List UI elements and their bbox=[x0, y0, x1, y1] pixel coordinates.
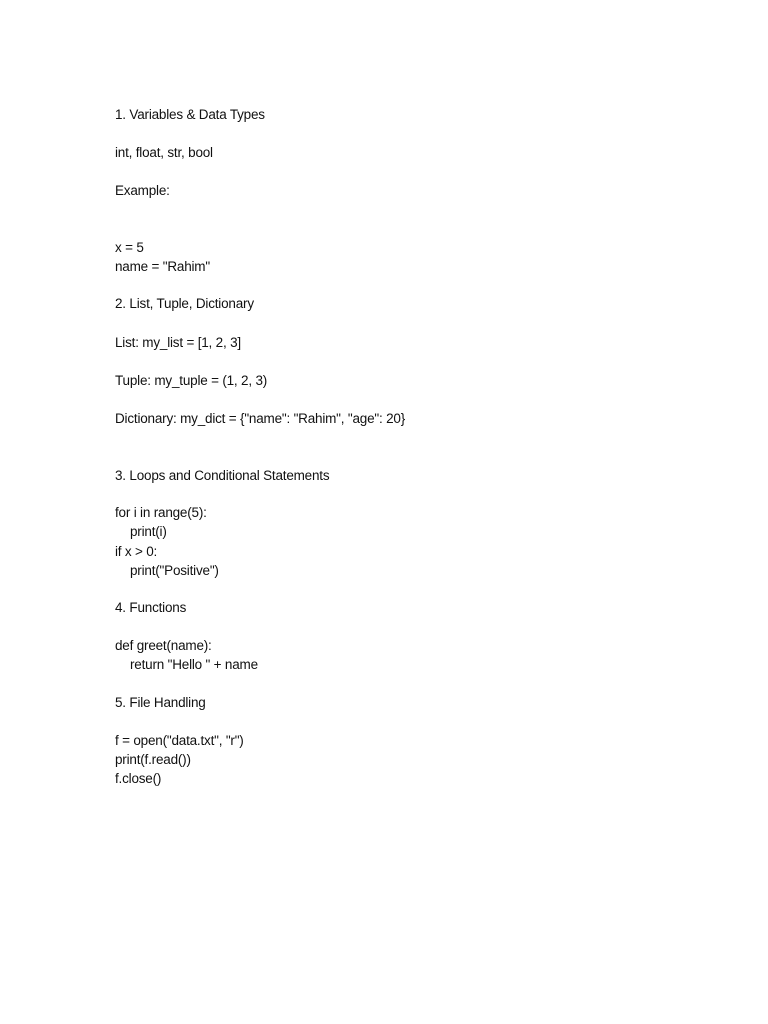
code-line: print(f.read()) bbox=[115, 752, 191, 767]
code-line: print("Positive") bbox=[130, 563, 219, 578]
code-line: f.close() bbox=[115, 771, 162, 786]
section-heading-collections: 2. List, Tuple, Dictionary bbox=[115, 296, 254, 311]
code-line: f = open("data.txt", "r") bbox=[115, 733, 244, 748]
code-line: def greet(name): bbox=[115, 638, 212, 653]
section-heading-functions: 4. Functions bbox=[115, 600, 187, 615]
code-line: x = 5 bbox=[115, 240, 144, 255]
list-example: List: my_list = [1, 2, 3] bbox=[115, 335, 241, 350]
code-line: print(i) bbox=[130, 524, 167, 539]
section-heading-loops: 3. Loops and Conditional Statements bbox=[115, 468, 330, 483]
section-heading-variables: 1. Variables & Data Types bbox=[115, 107, 265, 122]
dictionary-example: Dictionary: my_dict = {"name": "Rahim", "age": 20} bbox=[115, 411, 406, 426]
code-line: name = "Rahim" bbox=[115, 259, 210, 274]
code-line: for i in range(5): bbox=[115, 505, 207, 520]
code-line: return "Hello " + name bbox=[130, 657, 258, 672]
example-label: Example: bbox=[115, 183, 170, 198]
data-types-text: int, float, str, bool bbox=[115, 145, 213, 160]
section-heading-file-handling: 5. File Handling bbox=[115, 695, 206, 710]
code-line: if x > 0: bbox=[115, 544, 158, 559]
tuple-example: Tuple: my_tuple = (1, 2, 3) bbox=[115, 373, 268, 388]
